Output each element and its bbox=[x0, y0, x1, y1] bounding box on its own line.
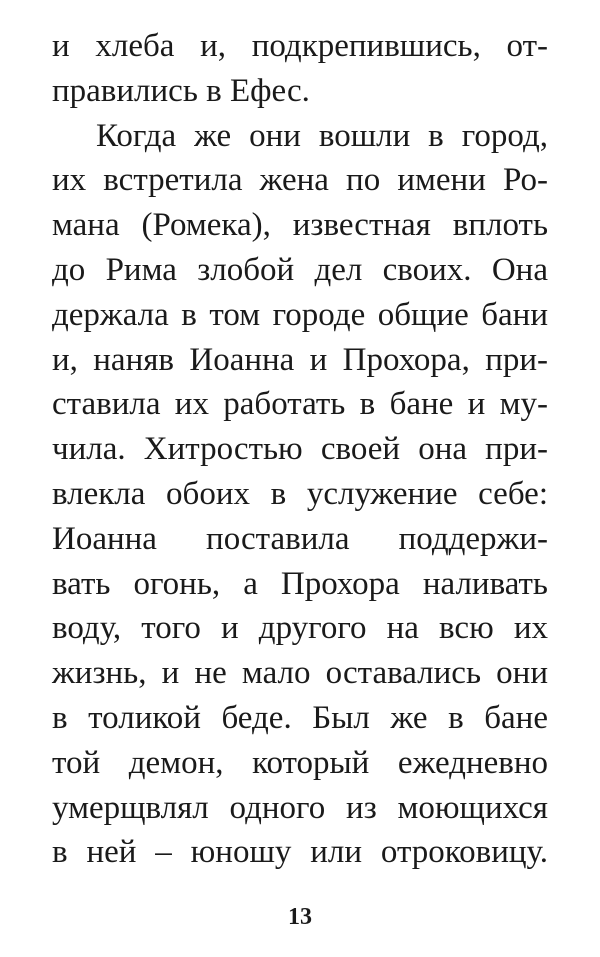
text-line: вать огонь, а Прохора наливать bbox=[52, 565, 548, 602]
text-line: Иоанна поставила поддержи- bbox=[52, 520, 548, 557]
text-line: держала в том городе общие бани bbox=[52, 296, 548, 333]
text-line: их встретила жена по имени Ро- bbox=[52, 162, 548, 199]
text-line: и хлеба и, подкрепившись, от- bbox=[52, 28, 548, 64]
text-line: в ней – юношу или отроковицу. bbox=[52, 834, 548, 871]
text-line: мана (Ромека), известная вплоть bbox=[52, 207, 548, 244]
body-text bbox=[52, 24, 548, 875]
text-line: жизнь, и не мало оставались они bbox=[52, 655, 548, 692]
text-line: правились в Ефес. bbox=[52, 72, 310, 109]
text-line: до Рима злобой дел своих. Она bbox=[52, 251, 548, 288]
text-line: и, наняв Иоанна и Прохора, при- bbox=[52, 341, 548, 378]
text-line: той демон, который ежедневно bbox=[52, 744, 548, 781]
text-line: воду, того и другого на всю их bbox=[52, 610, 548, 647]
text-line: умерщвлял одного из моющихся bbox=[52, 789, 548, 826]
text-line: влекла обоих в услужение себе: bbox=[52, 475, 548, 512]
text-line: чила. Хитростью своей она при- bbox=[52, 431, 548, 468]
page-number: 13 bbox=[288, 904, 312, 930]
text-line: Когда же они вошли в город, bbox=[96, 117, 548, 154]
text-line: ставила их работать в бане и му- bbox=[52, 386, 548, 423]
text-line: в толикой беде. Был же в бане bbox=[52, 699, 548, 736]
